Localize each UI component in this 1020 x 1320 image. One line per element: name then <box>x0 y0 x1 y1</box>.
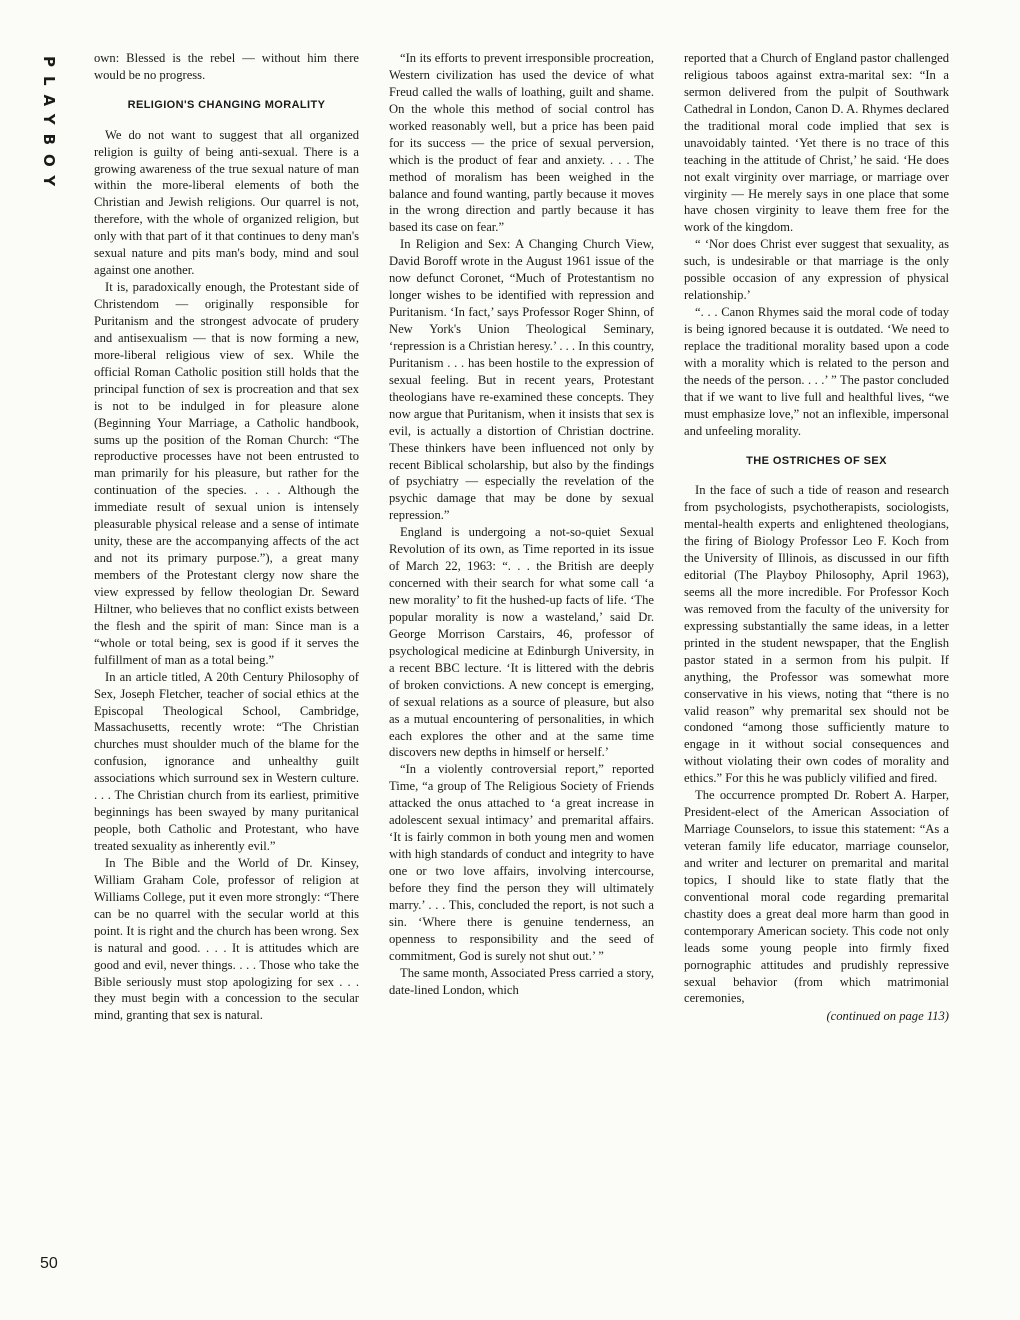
paragraph: “In a violently controversial report,” reported Time, “a group of The Religious Society of Friends attacked the onus attached to ‘a great increase in adolescent sexual intimacy’ and premarital affairs. ‘It is fairly common in both young men and women with high standards of conduct and integrity to have one or two love affairs, involving intercourse, before they find the person they will ultimately marry.’ . . . This, concluded the report, is not such a sin. ‘Where there is genuine tenderness, an openness to responsibility and the seed of commitment, God is surely not shut out.’ ” <box>389 762 654 963</box>
section-heading: THE OSTRICHES OF SEX <box>746 454 887 467</box>
paragraph: reported that a Church of England pastor challenged religious taboos against extra-marital sex: “In a sermon delivered from the pulpit of Southwark Cathedral in London, Canon D. A. Rhymes declared the traditional moral code implied that sex is unavoidably tainted. ‘Yet there is no trace of this teaching in the attitude of Christ,’ he said. ‘He does not exalt virginity over marriage, or marriage over virginity — He merely says in one place that some have chosen virginity to leave them free for the work of the kingdom. <box>684 51 949 235</box>
paragraph: “ ‘Nor does Christ ever suggest that sexuality, as such, is undesirable or that marriage is the only possible occasion of any expression of physical relationship.’ <box>684 237 949 303</box>
paragraph: In an article titled, A 20th Century Philosophy of Sex, Joseph Fletcher, teacher of social ethics at the Episcopal Theological School, Cambridge, Massachusetts, recently wrote: “The Christian churches must shoulder much of the blame for the confusion, ignorance and unhealthy guilt associations which surround sex in Western culture. . . . The Christian church from its earliest, primitive beginnings has been swayed by many puritanical people, both Catholic and Protestant, who have treated sexuality as inherently evil.” <box>94 669 359 854</box>
article-column-2 <box>389 50 654 999</box>
paragraph: England is undergoing a not-so-quiet Sexual Revolution of its own, as Time reported in its issue of March 22, 1963: “. . . the British are deeply concerned with their search for what some call ‘a new morality’ to fit the hushed-up facts of life. ‘The popular morality is now a wasteland,’ said Dr. George Morrison Carstairs, 46, professor of psychological medicine at Edinburgh University, in a recent BBC lecture. ‘It is littered with the debris of broken convictions. A new concept is emerging, of sexual relations as a source of pleasure, but also as a mutual encountering of personalities, in which each explores the other and at the same time discovers new depths in himself or herself.’ <box>389 525 654 760</box>
paragraph: It is, paradoxically enough, the Protestant side of Christendom — originally responsible for Puritanism and the strongest advocate of prudery and antisexualism — that is now forming a new, more-liberal religious view of sex. While the official Roman Catholic position still holds that the principal function of sex is procreation and that sex is not to be indulged in for pleasure alone (Beginning Your Marriage, a Catholic handbook, sums up the position of the Roman Church: “The reproductive processes have not been entrusted to man primarily for his pleasure, but rather for the continuation of the species. . . . Although the immediate result of sexual union is intensely pleasurable physical release and a sense of intimate unity, these are the accompanying affects of the act and not its primary purpose.”), a great many members of the Protestant clergy now share the view expressed by fellow theologian Dr. Seward Hiltner, who believes that no conflict exists between the flesh and the spirit of man: Since man is a “whole or total being, sex is good if it serves the fulfillment of man as a total being.” <box>94 280 359 667</box>
paragraph: In the face of such a tide of reason and research from psychologists, psychotherapists, sociologists, mental-health experts and enlightened theologians, the firing of Biology Professor Leo F. Koch from the University of Illinois, as discussed in our fifth editorial (The Playboy Philosophy, April 1963), seems all the more incredible. For Professor Koch was removed from the faculty of the university for expressing substantially the same ideas, in a letter printed in the student newspaper, that the English pastor stated in a sermon from his pulpit. If anything, the Professor was somewhat more conservative in his views, noting that “there is no valid reason” why premarital sex should not be condoned “among those sufficiently mature to engage in it without social consequences and without violating their own codes of morality and ethics.” For this he was publicly vilified and fired. <box>684 483 949 786</box>
paragraph: The occurrence prompted Dr. Robert A. Harper, President-elect of the American Association of Marriage Counselors, to issue this statement: “As a veteran family life educator, marriage counselor, and writer and lecturer on premarital and marital topics, I should like to state flatly that the conventional moral code regarding premarital chastity does a great deal more harm than good in contemporary American society. This code not only leads some young people into firmly fixed pornographic attitudes and prudishly repressive sexual behavior (from which matrimonial ceremonies, <box>684 788 949 1006</box>
paragraph: “. . . Canon Rhymes said the moral code of today is being ignored because it is outdated. ‘We need to replace the traditional morality based upon a code with a morality which is related to the person and the needs of the person. . . .’ ” The pastor concluded that if we want to live full and healthful lives, “we must emphasize love,” not an inflexible, impersonal and unfeeling morality. <box>684 305 949 438</box>
paragraph: The same month, Associated Press carried a story, date-lined London, which <box>389 965 654 997</box>
page-number: 50 <box>40 1255 58 1272</box>
section-heading: RELIGION'S CHANGING MORALITY <box>127 98 326 111</box>
paragraph: “In its efforts to prevent irresponsible procreation, Western civilization has used the device of what Freud called the walls of loathing, guilt and shame. On the whole this method of social control has worked reasonably well, but a price has been paid for its success — the price of sexual perversion, which is the product of fear and anxiety. . . . The method of moralism has been weighed in the balance and found wanting, partly because it moves in the wrong direction and partly because it has based its case on fear.” <box>389 51 654 235</box>
paragraph: We do not want to suggest that all organized religion is guilty of being anti-sexual. There is a growing awareness of the true sexual nature of man within the more-liberal elements of both the Christian and Jewish religions. Our quarrel is not, therefore, with the whole of organized religion, but only with that part of it that continues to deny man's sexual nature and pits man's body, mind and soul against one another. <box>94 127 359 278</box>
continued-note: (continued on page 113) <box>826 1009 949 1024</box>
paragraph: own: Blessed is the rebel — without him there would be no progress. <box>94 51 359 82</box>
article-column-3 <box>684 50 949 1025</box>
paragraph: In The Bible and the World of Dr. Kinsey, William Graham Cole, professor of religion at Williams College, put it even more strongly: “There can be no quarrel with the secular world at this point. It is right and the church has been wrong. Sex is natural and good. . . . It is attitudes which are good and evil, never things. . . . Those who take the Bible seriously must stop apologizing for sex . . . they must begin with a concession to the secular mind, granting that sex is natural. <box>94 855 359 1023</box>
paragraph: In Religion and Sex: A Changing Church View, David Boroff wrote in the August 1961 issue of the now defunct Coronet, “Much of Protestantism no longer wishes to be identified with repression and Puritanism. ‘In fact,’ says Professor Roger Shinn, of New York's Union Theological Seminary, ‘repression is a Christian heresy.’ . . . In this country, Puritanism . . . has been hostile to the expression of sexual feeling. But in recent years, Protestant theologians have re-examined these concepts. They now argue that Puritanism, when it insists that sex is evil, is actually a distortion of Christian doctrine. These thinkers have been influenced not only by recent Biblical scholarship, but also by the findings of psychiatry — especially the revelation of the psychic damage that may be done by sexual repression.” <box>389 237 654 523</box>
article-column-1 <box>94 50 359 1024</box>
magazine-masthead: PLAYBOY <box>40 56 58 196</box>
